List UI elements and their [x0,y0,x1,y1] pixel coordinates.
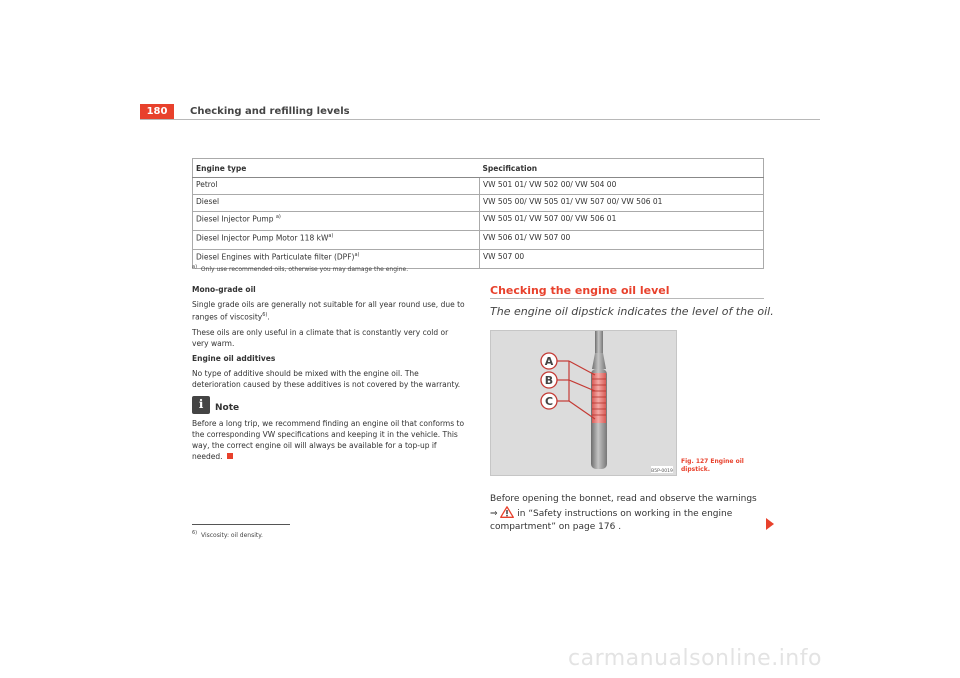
section-intro: The engine oil dipstick indicates the level of the oil. [490,305,774,318]
table-row [193,178,764,195]
footnote-ref: a) [354,252,360,258]
figure-code: B5P-0019 [651,469,673,474]
table-row [193,195,764,212]
note-paragraph [192,418,467,462]
oil-level-zone [592,373,606,423]
climate-paragraph: These oils are only useful in a climate that is constantly very cold or very warm. [192,327,449,348]
running-title: Checking and refilling levels [190,106,350,117]
figure-caption [681,458,744,474]
page-footnote-marker: 6) [192,530,198,536]
figure-caption-line1: Fig. 127 Engine oil [681,458,744,465]
engine-type-cell: Diesel Injector Pump [196,214,276,224]
label-a: A [544,355,554,368]
footnote-ref: a) [328,233,334,239]
note-text: Before a long trip, we recommend finding an engine oil that conforms to the corresponding VW specifications and keeping it in the vehicle. This way, the correct engine oil will always be available for a top-up if needed. [192,418,465,461]
safety-text-end: in “Safety instructions on working in the engine compartment” on page 176 . [490,509,733,532]
mono-grade-paragraph [192,299,467,323]
label-b: B [544,374,554,387]
next-page-arrow-icon [766,518,774,530]
additives-paragraph: No type of additive should be mixed with the engine oil. The deterioration caused by these additives is not covered by the warranty. [192,368,461,389]
dipstick-taper [592,353,606,369]
engine-oil-spec-table [192,158,764,269]
specification-cell: VW 507 00 [480,250,764,269]
specification-cell: VW 501 01/ VW 502 00/ VW 504 00 [483,180,617,189]
specification-cell: VW 505 00/ VW 505 01/ VW 507 00/ VW 506 01 [480,195,764,212]
leader-lines [557,361,595,419]
dipstick-shaft-upper [595,331,603,353]
note-icon: ℹ [192,396,210,414]
footnote-ref: 6) [262,312,268,318]
warning-icon [500,506,514,518]
engine-type-cell: Diesel [196,197,220,206]
end-of-section-marker [227,453,233,459]
mono-grade-heading: Mono-grade oil [192,285,256,294]
label-c: C [544,395,554,408]
engine-type-cell: Diesel Injector Pump Motor 118 kW [196,233,329,243]
footnote-ref: a) [275,214,281,220]
col-header-specification: Specification [480,159,764,178]
page-footnote-text: Viscosity: oil density. [200,532,263,539]
section-title: Checking the engine oil level [490,284,670,297]
col-header-engine-type: Engine type [193,159,480,178]
page-footnote [192,530,263,539]
engine-type-cell: Diesel Engines with Particulate filter (DPF) [196,252,355,262]
left-column [192,284,467,466]
note-label: Note [215,402,240,413]
mono-grade-text: Single grade oils are generally not suitable for all year round use, due to ranges of viscosity [192,300,465,322]
mono-grade-text-end: . [267,312,270,322]
table-footnote [192,264,408,273]
page-number: 180 [140,104,174,120]
watermark: carmanualsonline.info [568,646,822,671]
engine-type-cell: Petrol [196,180,218,189]
dipstick-illustration [491,331,676,475]
header-rule [140,119,820,120]
safety-paragraph [490,493,765,534]
additives-heading: Engine oil additives [192,353,276,363]
specification-cell: VW 506 01/ VW 507 00 [480,231,764,250]
figure-caption-line2: dipstick. [681,466,710,473]
specification-cell: VW 505 01/ VW 507 00/ VW 506 01 [480,212,764,231]
safety-text-start: Before opening the bonnet, read and observe the warnings ⇒ [490,494,757,519]
table-footnote-text: Only use recommended oils, otherwise you may damage the engine. [200,266,409,273]
table-footnote-marker: a) [192,264,198,270]
dipstick-figure [490,330,677,476]
footnote-rule [192,524,290,525]
note-heading [192,396,467,414]
table-row [193,212,764,231]
section-rule [490,298,764,299]
table-row [193,231,764,250]
